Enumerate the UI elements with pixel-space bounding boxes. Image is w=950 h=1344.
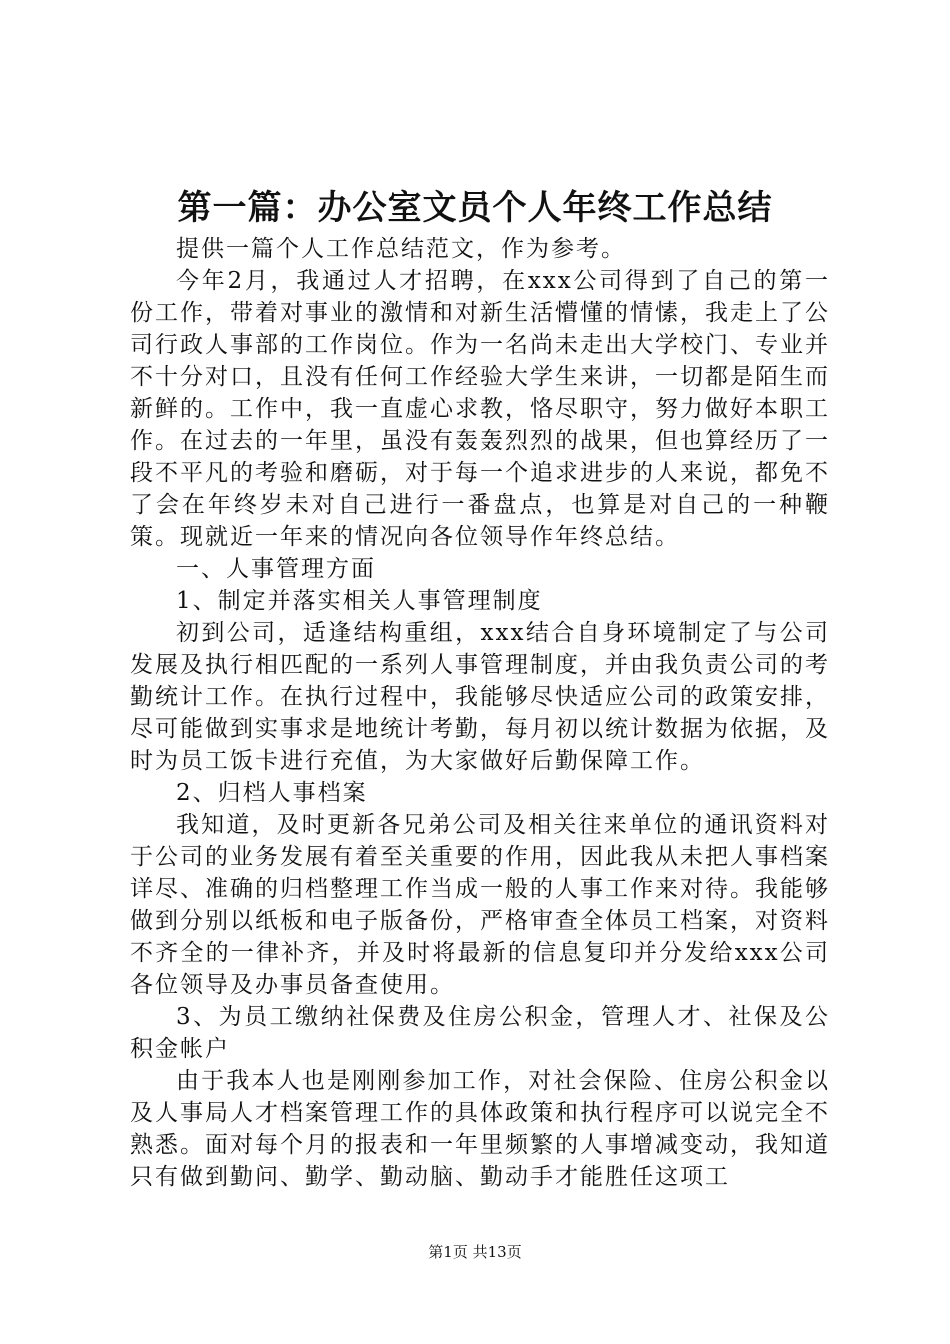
- document-body: [130, 233, 830, 1193]
- subsection-heading: 2、归档人事档案: [176, 780, 368, 806]
- paragraph: 初到公司，适逢结构重组，xxx结合自身环境制定了与公司发展及执行相匹配的一系列人事管理制度，并由我负责公司的考勤统计工作。在执行过程中，我能够尽快适应公司的政策安排，尽可能做到实事求是地统计考勤，每月初以统计数据为依据，及时为员工饭卡进行充值，为大家做好后勤保障工作。: [130, 620, 830, 774]
- section-heading: 一、人事管理方面: [176, 556, 376, 582]
- subsection-heading: 1、制定并落实相关人事管理制度: [176, 588, 543, 614]
- paragraph: 由于我本人也是刚刚参加工作，对社会保险、住房公积金以及人事局人才档案管理工作的具体政策和执行程序可以说完全不熟悉。面对每个月的报表和一年里频繁的人事增减变动，我知道只有做到勤问、勤学、勤动脑、勤动手才能胜任这项工: [130, 1068, 830, 1190]
- page-footer: 第1页 共13页: [428, 1243, 522, 1261]
- paragraph-overview: 今年2月，我通过人才招聘，在xxx公司得到了自己的第一份工作，带着对事业的激情和对新生活懵懂的情愫，我走上了公司行政人事部的工作岗位。作为一名尚未走出大学校门、专业并不十分对口，且没有任何工作经验大学生来讲，一切都是陌生而新鲜的。工作中，我一直虚心求教，恪尽职守，努力做好本职工作。在过去的一年里，虽没有轰轰烈烈的战果，但也算经历了一段不平凡的考验和磨砺，对于每一个追求进步的人来说，都免不了会在年终岁未对自己进行一番盘点，也算是对自己的一种鞭策。现就近一年来的情况向各位领导作年终总结。: [130, 268, 830, 550]
- document-title: 第一篇：办公室文员个人年终工作总结: [177, 188, 773, 228]
- paragraph-intro: 提供一篇个人工作总结范文，作为参考。: [176, 236, 626, 262]
- paragraph: 我知道，及时更新各兄弟公司及相关往来单位的通讯资料对于公司的业务发展有着至关重要的作用，因此我从未把人事档案详尽、准确的归档整理工作当成一般的人事工作来对待。我能够做到分别以纸板和电子版备份，严格审查全体员工档案，对资料不齐全的一律补齐，并及时将最新的信息复印并分发给xxx公司各位领导及办事员备查使用。: [130, 812, 830, 998]
- subsection-heading: 3、为员工缴纳社保费及住房公积金，管理人才、社保及公积金帐户: [130, 1004, 830, 1062]
